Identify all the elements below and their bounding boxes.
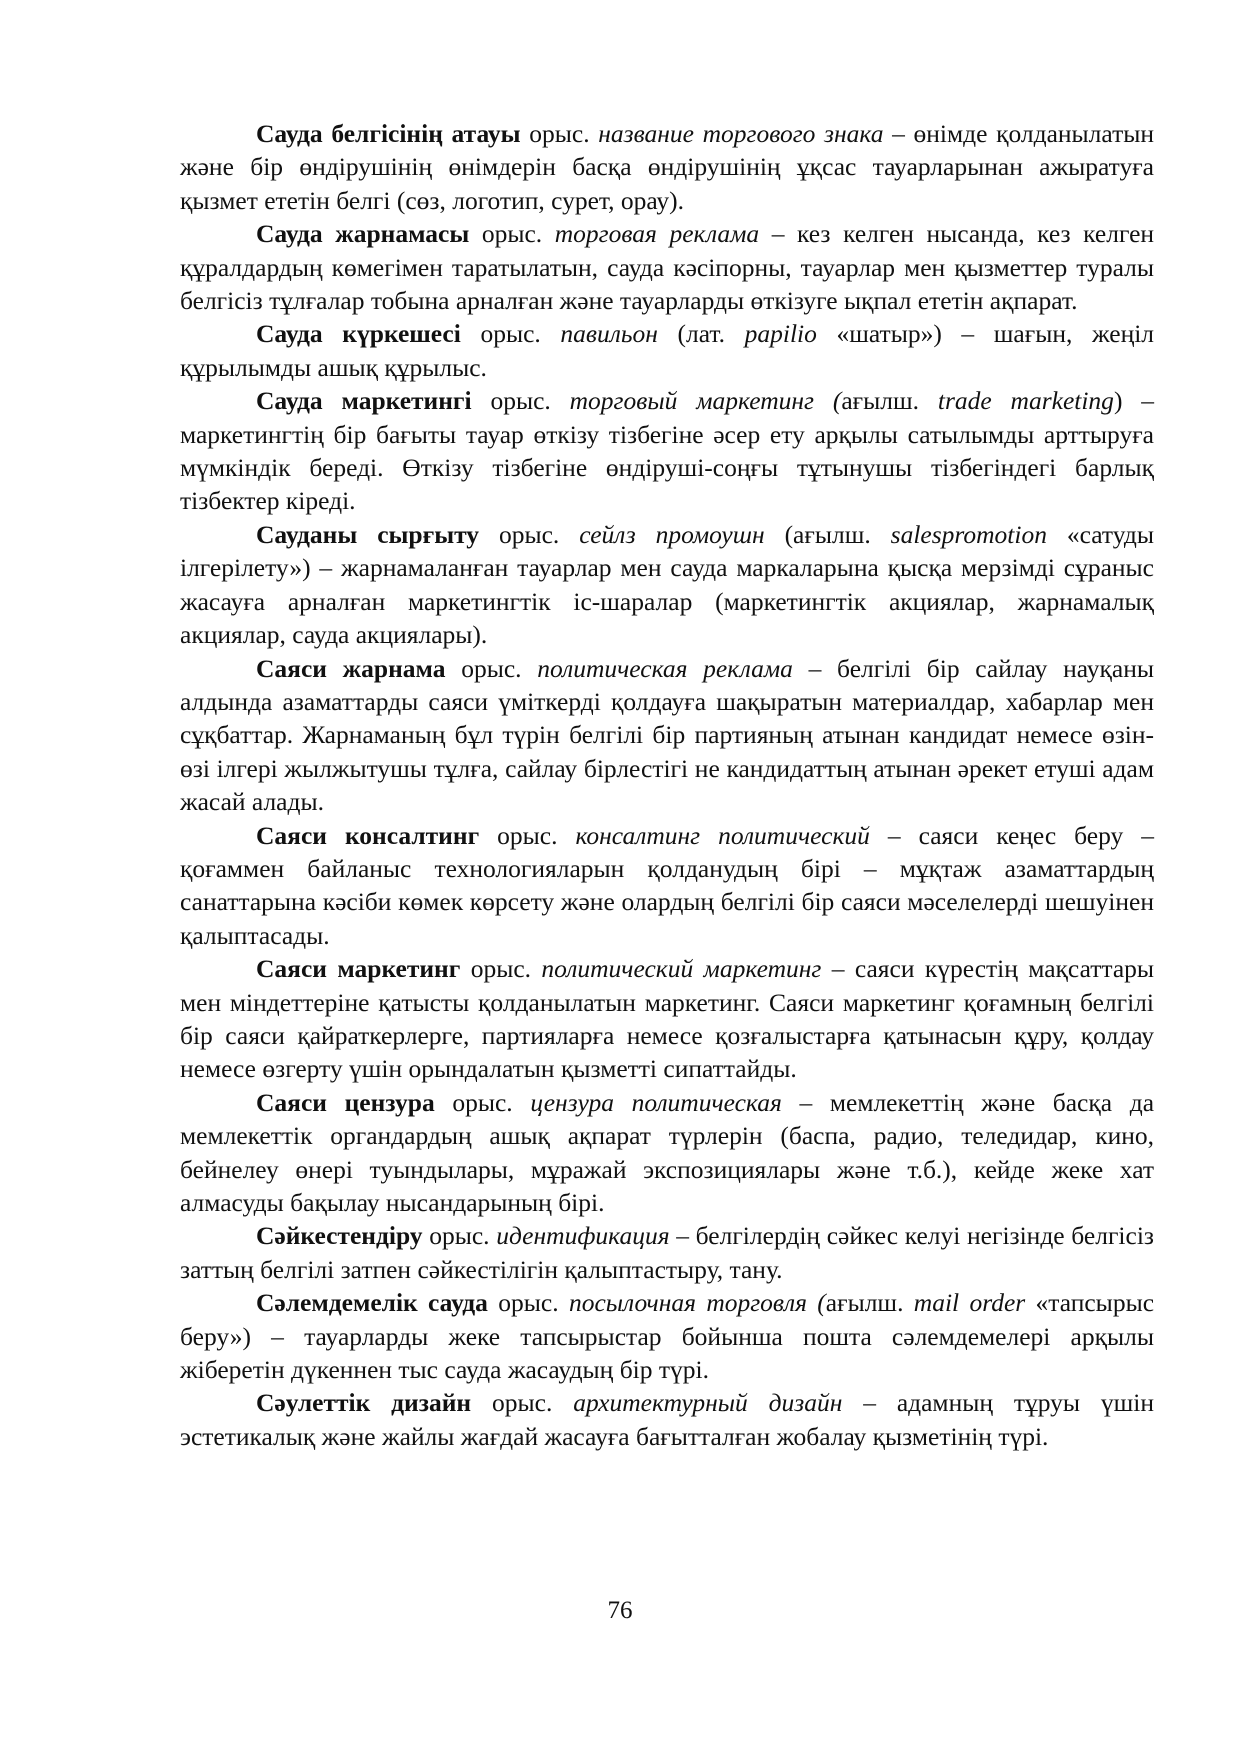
- entry-russian-term: политическая реклама: [537, 653, 793, 683]
- entry-sauda-kurkeshesi: [180, 317, 1154, 384]
- entry-definition: – белгілі бір сайлау науқаны алдында азаматтарды саяси үміткерді қолдауға шақыратын материалдар, хабарлар мен сұқбаттар. Жарнаманың бұл түрін белгілі бір партияның атынан кандидат немесе өзін-өзі ілгері жылжытушы тұлға, сайлау бірлестігі не кандидаттың атынан әрекет етуші адам жасай алады.: [180, 653, 1155, 817]
- entry-russian-term: архитектурный дизайн: [573, 1388, 843, 1418]
- entry-term: Сәлемдемелік сауда: [256, 1288, 488, 1318]
- entry-lang: орыс.: [480, 319, 541, 349]
- entry-term: Сауда күркешесі: [256, 319, 461, 349]
- entry-russian-term: идентификация: [496, 1221, 670, 1251]
- entry-definition: – белгілердің сәйкес келуі негізінде белгісіз заттың белгілі затпен сәйкестілігін қалыптастыру, тану.: [180, 1221, 1154, 1284]
- entry-source-lang: ағылш.: [841, 386, 919, 416]
- entry-lang: орыс.: [497, 820, 558, 850]
- entry-term: Сауда жарнамасы: [256, 219, 470, 249]
- entry-sauda-marketingi: [180, 384, 1154, 518]
- entry-russian-term: сейлз промоушн: [579, 519, 765, 549]
- entry-lang: орыс.: [452, 1087, 513, 1117]
- entry-lang: орыс.: [429, 1221, 490, 1251]
- entry-russian-term: посылочная торговля (: [568, 1288, 826, 1318]
- entry-term: Сауданы сырғыту: [256, 519, 480, 549]
- entry-definition: – адамның тұруы үшін эстетикалық және жайлы жағдай жасауға бағытталған жобалау қызметінің түрі.: [180, 1388, 1155, 1451]
- entry-lang: орыс.: [470, 954, 532, 984]
- entry-saulettik-dizayn: [180, 1386, 1154, 1453]
- entry-term: Сәулеттік дизайн: [256, 1388, 472, 1418]
- entry-term: Саяси цензура: [256, 1087, 435, 1117]
- entry-russian-term: консалтинг политический: [575, 820, 870, 850]
- entry-definition: «шатыр») – шағын, жеңіл құрылымды ашық құрылыс.: [180, 319, 1155, 382]
- entry-russian-term: цензура политическая: [530, 1087, 782, 1117]
- entry-russian-term: политический маркетинг: [541, 954, 822, 984]
- entry-definition: – кез келген нысанда, кез келген құралдардың көмегімен таратылатын, сауда кәсіпорны, тауарлар мен қызметтер туралы белгісіз тұлғалар тобына арналған және тауарларды өткізуге ықпал ететін ақпарат.: [180, 219, 1155, 316]
- page-number: 76: [607, 1597, 633, 1624]
- entry-lang: орыс.: [461, 653, 522, 683]
- entry-definition: «тапсырыс беру») – тауарларды жеке тапсырыстар бойынша пошта сәлемдемелері арқылы жіберетін дүкеннен тыс сауда жасаудың бір түрі.: [180, 1288, 1155, 1385]
- entry-source-term: papilio: [744, 319, 817, 349]
- entry-saudany-syrgytu: [180, 518, 1154, 652]
- entry-lang: орыс.: [498, 519, 560, 549]
- entry-russian-term: торговый маркетинг (: [569, 386, 842, 416]
- entry-source-term: salespromotion: [890, 519, 1047, 549]
- entry-russian-term: название торгового знака: [598, 119, 884, 148]
- entry-term: Саяси консалтинг: [256, 820, 480, 850]
- entry-source-term: mail order: [913, 1288, 1026, 1318]
- entry-lang: орыс.: [498, 1288, 559, 1318]
- entry-sayasi-konsalting: [180, 819, 1154, 953]
- entry-definition: – саяси күрестің мақсаттары мен міндеттеріне қатысты қолданылатын маркетинг. Саяси маркетинг қоғамның белгілі бір саяси қайраткерлерге, партияларға немесе қозғалыстарға қатынасын құру, қолдау немесе өзгерту үшін орындалатын қызметті сипаттайды.: [180, 954, 1155, 1084]
- entry-lang: орыс.: [481, 219, 543, 249]
- entry-sayasi-tsenzura: [180, 1086, 1154, 1220]
- entry-sauda-zharnamasy: [180, 217, 1154, 317]
- entry-source-lang: (ағылш.: [784, 519, 871, 549]
- entry-term: Саяси маркетинг: [256, 954, 461, 984]
- entry-definition: – мемлекеттің және басқа да мемлекеттік органдардың ашық ақпарат түрлерін (баспа, радио, теледидар, кино, бейнелеу өнері туындылары, мұражай экспозициялары және т.б.), кейде жеке хат алмасуды бақылау нысандарының бірі.: [180, 1087, 1155, 1217]
- dictionary-page: [180, 117, 1154, 1453]
- entry-sayasi-marketing: [180, 952, 1154, 1086]
- entry-source-term: trade marketing: [937, 386, 1114, 416]
- entry-lang: орыс.: [490, 386, 551, 416]
- entry-definition: ) – маркетингтің бір бағыты тауар өткізу тізбегіне әсер ету арқылы сатылымды арттыруға мүмкіндік береді. Өткізу тізбегіне өндіруші-соңғы тұтынушы тізбегіндегі барлық тізбектер кіреді.: [180, 386, 1155, 516]
- entry-term: Сәйкестендіру: [256, 1221, 423, 1251]
- entry-lang: орыс.: [529, 119, 590, 148]
- entry-russian-term: торговая реклама: [554, 219, 760, 249]
- entry-source-lang: ағылш.: [825, 1288, 904, 1318]
- entry-definition: «сатуды ілгерілету») – жарнамаланған тауарлар мен сауда маркаларына қысқа мерзімді сұраныс жасауға арналған маркетингтік іс-шаралар (маркетингтік акциялар, жарнамалық акциялар, сауда акциялары).: [180, 519, 1154, 650]
- entry-term: Сауда маркетингі: [256, 386, 472, 416]
- entry-definition: – өнімде қолданылатын және бір өндірушінің өнімдерін басқа өндірушінің ұқсас тауарларынан ажыратуға қызмет ететін белгі (сөз, логотип, сурет, орау).: [180, 119, 1154, 215]
- entry-lang: орыс.: [492, 1388, 553, 1418]
- entry-sauda-belgisinin-atauy: [180, 117, 1154, 217]
- entry-source-lang: (лат.: [677, 319, 725, 349]
- entry-term: Сауда белгісінің атауы: [256, 119, 521, 148]
- entry-saykestendiru: [180, 1219, 1154, 1286]
- entry-definition: – саяси кеңес беру – қоғаммен байланыс технологияларын қолданудың бірі – мұқтаж азаматтардың санаттарына кәсіби көмек көрсету және олардың белгілі бір саяси мәселелерді шешуінен қалыптасады.: [180, 820, 1155, 950]
- entry-sayasi-zharnama: [180, 652, 1154, 819]
- entry-russian-term: павильон: [560, 319, 658, 349]
- entry-term: Саяси жарнама: [256, 653, 446, 683]
- entry-salemdemelik-sauda: [180, 1286, 1154, 1386]
